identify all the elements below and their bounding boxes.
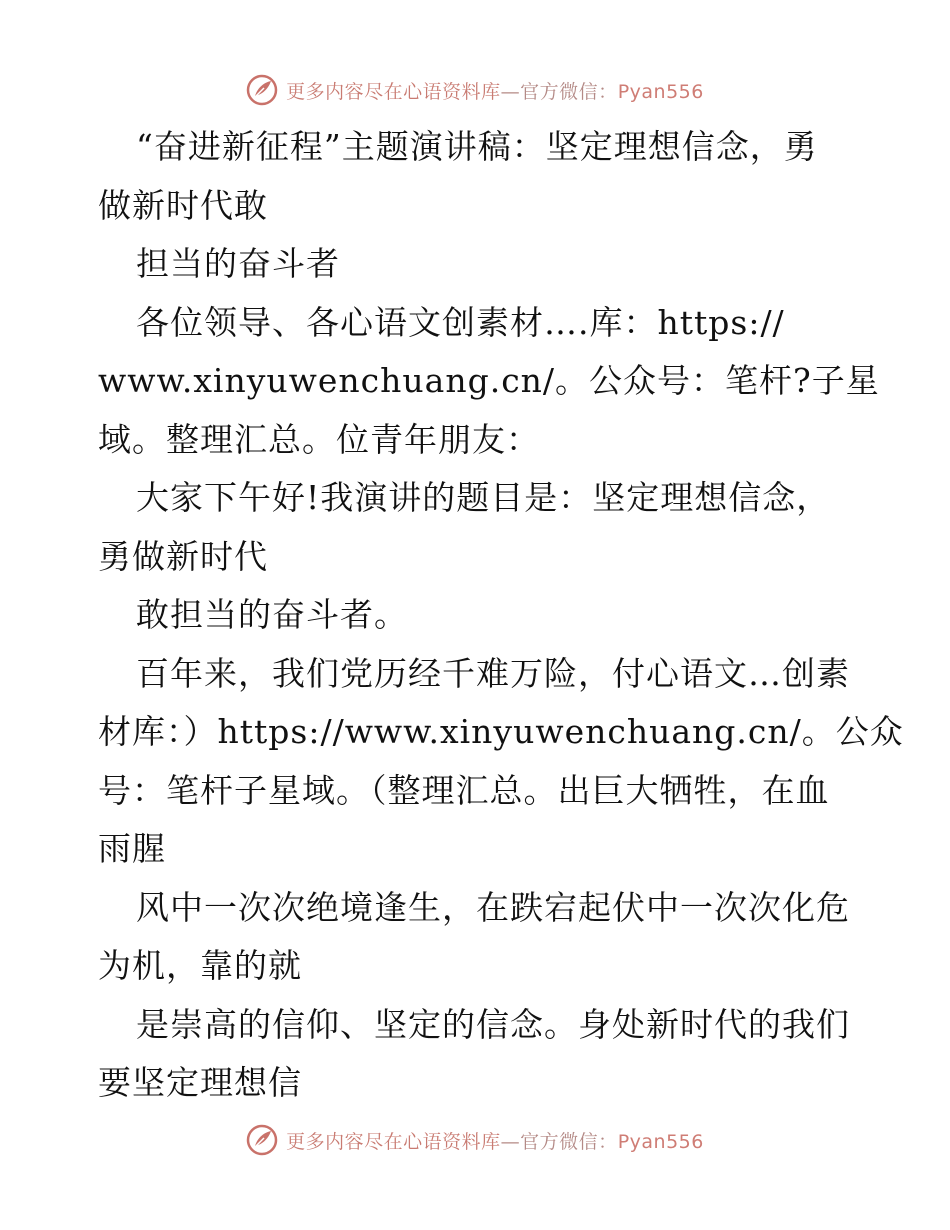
text-line: “奋进新征程”主题演讲稿：坚定理想信念，勇 <box>136 127 818 166</box>
banner-dash-text: —官方微信： <box>500 1130 618 1153</box>
text-line: 做新时代敢 <box>98 185 268 225</box>
text-line: 域。整理汇总。位青年朋友： <box>98 419 540 459</box>
document-body <box>98 118 904 1113</box>
banner-wechat-id: Pyan556 <box>617 80 704 103</box>
text-line: 是崇高的信仰、坚定的信念。身处新时代的我们 <box>136 1004 850 1044</box>
text-line: 担当的奋斗者 <box>136 244 340 283</box>
text-line: 敢担当的奋斗者。 <box>136 595 408 634</box>
footer-banner <box>0 1120 950 1160</box>
banner-dash-text: —官方微信： <box>500 80 618 103</box>
text-line: 大家下午好!我演讲的题目是：坚定理想信念， <box>136 478 831 517</box>
banner-text <box>286 77 704 104</box>
banner-wechat-id: Pyan556 <box>617 1130 704 1153</box>
text-line: www.xinyuwenchuang.cn/。公众号：笔杆?子星 <box>98 361 880 400</box>
text-line: 为机，靠的就 <box>98 946 302 985</box>
header-banner <box>0 70 950 110</box>
text-line: 雨腥 <box>98 829 166 868</box>
text-line: 各位领导、各心语文创素材….库：https:// <box>136 302 785 342</box>
text-line: 号：笔杆子星域。（整理汇总。出巨大牺牲，在血 <box>98 770 830 810</box>
banner-main-text: 更多内容尽在心语资料库 <box>286 80 501 103</box>
text-line: 风中一次次绝境逢生，在跌宕起伏中一次次化危 <box>136 887 850 927</box>
leaf-emblem-icon <box>246 74 278 106</box>
text-line: 要坚定理想信 <box>98 1063 302 1102</box>
banner-main-text: 更多内容尽在心语资料库 <box>286 1130 501 1153</box>
text-line: 勇做新时代 <box>98 536 268 576</box>
text-line: 百年来，我们党历经千难万险，付心语文…创素 <box>136 653 850 693</box>
leaf-emblem-icon <box>246 1124 278 1156</box>
banner-text <box>286 1127 704 1154</box>
text-line: 材库：）https://www.xinyuwenchuang.cn/。公众 <box>98 712 904 751</box>
